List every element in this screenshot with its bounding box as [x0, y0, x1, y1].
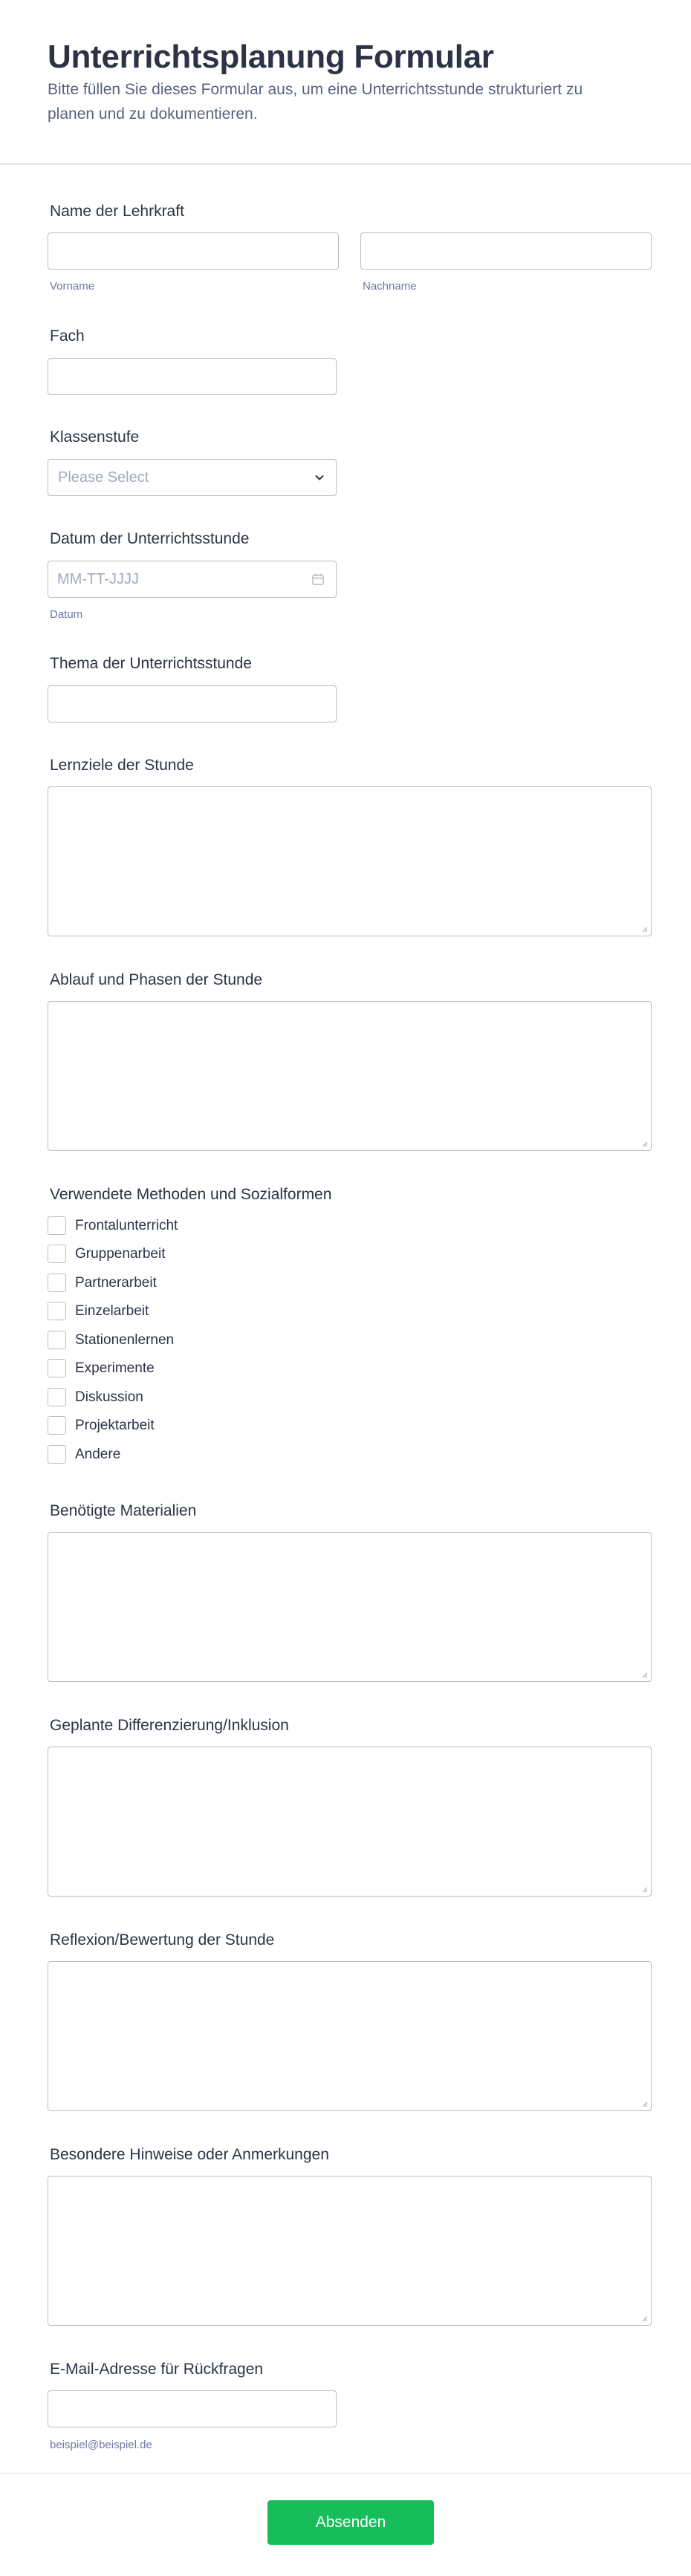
objectives-label: Lernziele der Stunde [50, 757, 194, 774]
resize-grip-icon[interactable] [640, 2100, 648, 2107]
topic-input[interactable] [48, 685, 337, 723]
first-name-input[interactable] [48, 232, 339, 270]
teacher-name-label: Name der Lehrkraft [50, 203, 184, 220]
notes-label: Besondere Hinweise oder Anmerkungen [50, 2146, 329, 2163]
resize-grip-icon[interactable] [640, 1140, 648, 1147]
checkbox[interactable] [48, 1388, 66, 1406]
email-label: E-Mail-Adresse für Rückfragen [50, 2361, 264, 2378]
method-option-label: Projektarbeit [75, 1418, 155, 1433]
form-title: Unterrichtsplanung Formular [48, 39, 494, 75]
method-option-label: Gruppenarbeit [75, 1246, 166, 1262]
checkbox[interactable] [48, 1331, 66, 1349]
subject-label: Fach [50, 327, 85, 345]
grade-label: Klassenstufe [50, 428, 140, 446]
method-option-label: Partnerarbeit [75, 1275, 157, 1291]
resize-grip-icon[interactable] [640, 1885, 648, 1893]
method-option-label: Einzelarbeit [75, 1303, 149, 1319]
checkbox[interactable] [48, 1216, 66, 1235]
reflection-label: Reflexion/Bewertung der Stunde [50, 1931, 275, 1949]
checkbox[interactable] [48, 1245, 66, 1263]
lesson-date-input[interactable] [48, 561, 337, 598]
method-option-label: Stationenlernen [75, 1332, 175, 1348]
resize-grip-icon[interactable] [640, 925, 648, 933]
first-name-sublabel: Vorname [50, 280, 95, 293]
materials-textarea[interactable] [48, 1532, 652, 1682]
email-input[interactable] [48, 2390, 337, 2427]
materials-label: Benötigte Materialien [50, 1502, 197, 1519]
topic-label: Thema der Unterrichtsstunde [50, 655, 252, 672]
checkbox[interactable] [48, 1359, 66, 1377]
method-option-label: Andere [75, 1447, 121, 1462]
checkbox[interactable] [48, 1445, 66, 1464]
reflection-textarea[interactable] [48, 1961, 652, 2111]
method-option-label: Frontalunterricht [75, 1218, 178, 1233]
methods-label: Verwendete Methoden und Sozialformen [50, 1186, 332, 1203]
checkbox[interactable] [48, 1274, 66, 1292]
differentiation-label: Geplante Differenzierung/Inklusion [50, 1717, 289, 1734]
chevron-down-icon [314, 472, 325, 483]
lesson-date-sublabel: Datum [50, 608, 83, 621]
phases-label: Ablauf und Phasen der Stunde [50, 971, 263, 988]
method-option-label: Experimente [75, 1360, 155, 1376]
email-sublabel: beispiel@beispiel.de [50, 2439, 152, 2451]
objectives-textarea[interactable] [48, 786, 652, 936]
form-header [0, 0, 691, 165]
method-option-label: Diskussion [75, 1389, 143, 1405]
notes-textarea[interactable] [48, 2176, 652, 2326]
grade-select-value: Please Select [58, 469, 149, 486]
last-name-sublabel: Nachname [363, 280, 417, 293]
checkbox[interactable] [48, 1302, 66, 1320]
subject-input[interactable] [48, 358, 337, 395]
last-name-input[interactable] [360, 232, 652, 270]
grade-select[interactable] [48, 459, 337, 496]
resize-grip-icon[interactable] [640, 1671, 648, 1678]
differentiation-textarea[interactable] [48, 1747, 652, 1897]
submit-button[interactable]: Absenden [267, 2500, 434, 2545]
calendar-icon[interactable] [311, 573, 325, 586]
form-footer [0, 2473, 691, 2576]
form-subtitle: Bitte füllen Sie dieses Formular aus, um eine Unterrichtsstunde strukturiert zu planen und zu dokumentieren. [48, 81, 583, 123]
lesson-date-label: Datum der Unterrichtsstunde [50, 530, 250, 547]
checkbox[interactable] [48, 1416, 66, 1435]
resize-grip-icon[interactable] [640, 2315, 648, 2322]
phases-textarea[interactable] [48, 1001, 652, 1151]
